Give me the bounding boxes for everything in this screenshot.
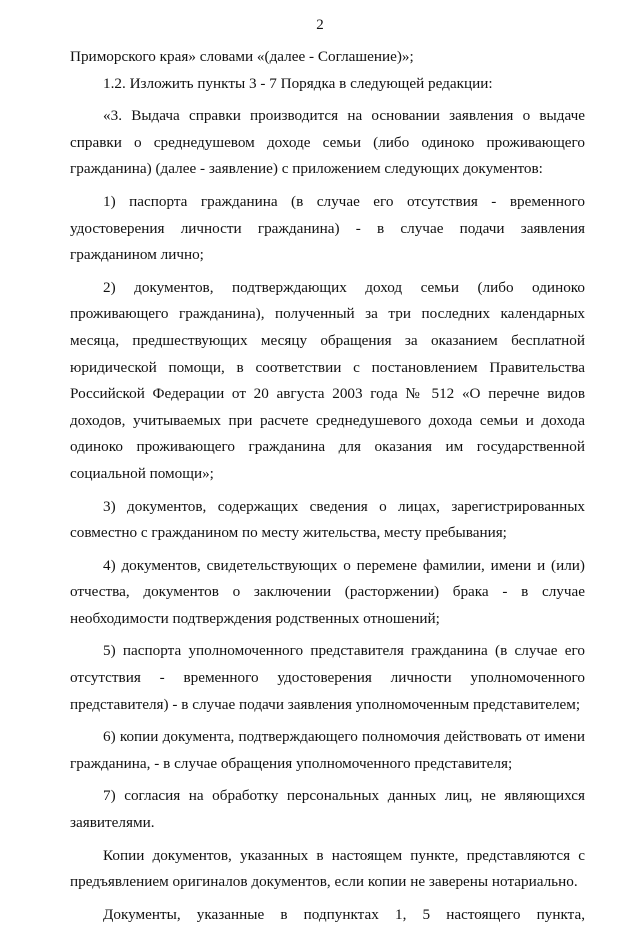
paragraph-subitem-4: 4) документов, свидетельствующих о перемене фамилии, имени и (или) отчества, документов о заключении (расторжении) брака - в случае необходимости подтверждения родственных отношений;: [70, 556, 585, 627]
page-number: 2: [316, 17, 324, 33]
paragraph-subitem-7: 7) согласия на обработку персональных данных лиц, не являющихся заявителями.: [70, 787, 585, 832]
paragraph-amendment-heading: 1.2. Изложить пункты 3 - 7 Порядка в следующей редакции:: [103, 74, 493, 92]
document-body: [70, 44, 585, 928]
paragraph-documents-continued: Документы, указанные в подпунктах 1, 5 настоящего пункта,: [103, 905, 585, 923]
paragraph-subitem-1: 1) паспорта гражданина (в случае его отсутствия - временного удостоверения личности гражданина) - в случае подачи заявления гражданином лично;: [70, 192, 585, 264]
paragraph-subitem-5: 5) паспорта уполномоченного представителя гражданина (в случае его отсутствия - временного удостоверения личности уполномоченного представителя) - в случае подачи заявления уполномоченным представителем;: [70, 642, 585, 713]
paragraph-copies-note: Копии документов, указанных в настоящем пункте, представляются с предъявлением оригиналов документов, если копии не заверены нотариально.: [70, 846, 585, 891]
paragraph-item-3: «3. Выдача справки производится на основании заявления о выдаче справки о среднедушевом доходе семьи (либо одиноко проживающего гражданина) (далее - заявление) с приложением следующих документов:: [70, 107, 585, 178]
paragraph-subitem-2: 2) документов, подтверждающих доход семьи (либо одиноко проживающего гражданина), полученный за три последних календарных месяца, предшествующих месяцу обращения за оказанием бесплатной юридической помощи, в соответствии с постановлением Правительства Российской Федерации от 20 августа 2003 года № 512 «О перечне видов доходов, учитываемых при расчете среднедушевого дохода семьи и дохода одиноко проживающего гражданина для оказания им государственной социальной помощи»;: [70, 278, 585, 482]
paragraph-subitem-6: 6) копии документа, подтверждающего полномочия действовать от имени гражданина, - в случае обращения уполномоченного представителя;: [70, 728, 585, 772]
paragraph-continuation: Приморского края» словами «(далее - Соглашение)»;: [70, 48, 414, 65]
paragraph-subitem-3: 3) документов, содержащих сведения о лицах, зарегистрированных совместно с гражданином по месту жительства, месту пребывания;: [70, 497, 585, 542]
